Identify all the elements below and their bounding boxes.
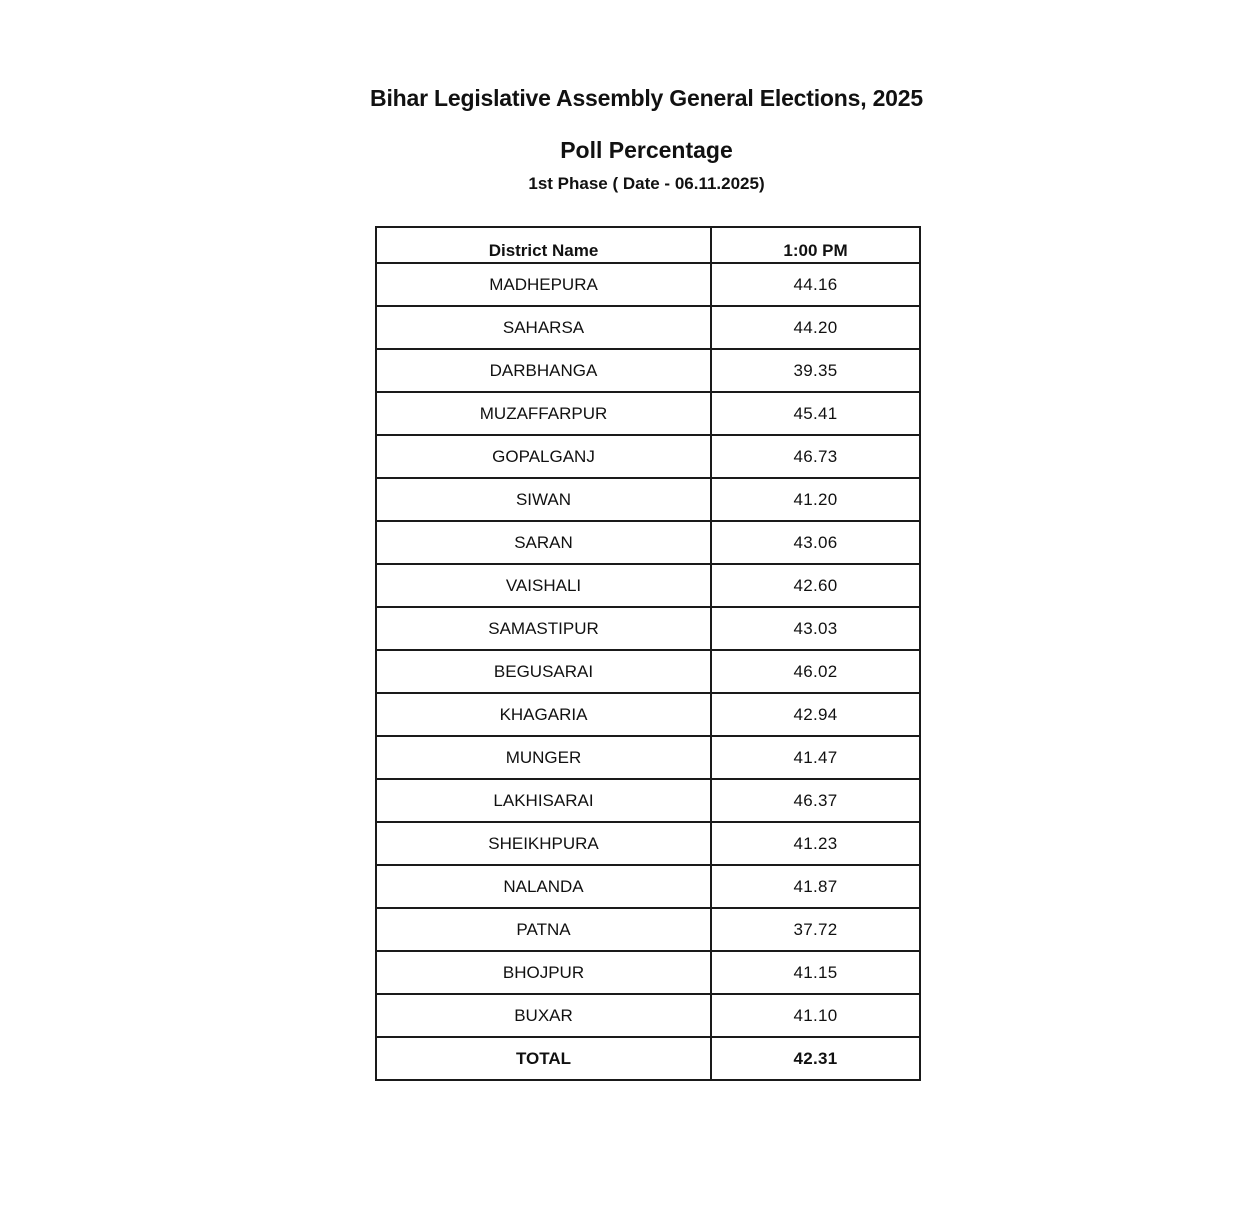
district-name: BHOJPUR — [376, 951, 711, 994]
poll-value: 46.73 — [711, 435, 920, 478]
district-name: KHAGARIA — [376, 693, 711, 736]
poll-value: 46.37 — [711, 779, 920, 822]
district-name: PATNA — [376, 908, 711, 951]
district-name: LAKHISARAI — [376, 779, 711, 822]
poll-value: 41.47 — [711, 736, 920, 779]
district-name: SHEIKHPURA — [376, 822, 711, 865]
poll-value: 37.72 — [711, 908, 920, 951]
poll-value: 41.10 — [711, 994, 920, 1037]
column-header-time: 1:00 PM — [711, 227, 920, 263]
district-name: MADHEPURA — [376, 263, 711, 306]
table-row — [376, 994, 920, 1037]
poll-value: 44.16 — [711, 263, 920, 306]
district-name: MUNGER — [376, 736, 711, 779]
total-label: TOTAL — [376, 1037, 711, 1080]
table-row — [376, 822, 920, 865]
district-name: BEGUSARAI — [376, 650, 711, 693]
total-value: 42.31 — [711, 1037, 920, 1080]
document-subtitle: Poll Percentage — [560, 137, 733, 163]
district-name: GOPALGANJ — [376, 435, 711, 478]
poll-value: 41.15 — [711, 951, 920, 994]
poll-value: 44.20 — [711, 306, 920, 349]
poll-value: 42.94 — [711, 693, 920, 736]
poll-value: 43.06 — [711, 521, 920, 564]
table-row — [376, 779, 920, 822]
district-name: BUXAR — [376, 994, 711, 1037]
total-row — [376, 1037, 920, 1080]
table-row — [376, 865, 920, 908]
district-name: SAHARSA — [376, 306, 711, 349]
table-row — [376, 478, 920, 521]
document-title: Bihar Legislative Assembly General Elections, 2025 — [370, 85, 923, 111]
table-row — [376, 908, 920, 951]
phase-date-label: 1st Phase ( Date - 06.11.2025) — [528, 174, 765, 193]
poll-value: 39.35 — [711, 349, 920, 392]
district-name: DARBHANGA — [376, 349, 711, 392]
table-row — [376, 392, 920, 435]
table-row — [376, 564, 920, 607]
district-name: SAMASTIPUR — [376, 607, 711, 650]
poll-value: 46.02 — [711, 650, 920, 693]
table-row — [376, 607, 920, 650]
poll-value: 41.20 — [711, 478, 920, 521]
table-row — [376, 650, 920, 693]
poll-value: 41.23 — [711, 822, 920, 865]
poll-value: 42.60 — [711, 564, 920, 607]
poll-value: 41.87 — [711, 865, 920, 908]
table-row — [376, 306, 920, 349]
poll-percentage-table — [375, 226, 921, 1081]
district-name: VAISHALI — [376, 564, 711, 607]
table-row — [376, 736, 920, 779]
table-row — [376, 263, 920, 306]
district-name: SIWAN — [376, 478, 711, 521]
district-name: MUZAFFARPUR — [376, 392, 711, 435]
table-row — [376, 435, 920, 478]
poll-value: 45.41 — [711, 392, 920, 435]
table-row — [376, 521, 920, 564]
table-row — [376, 693, 920, 736]
column-header-district: District Name — [376, 227, 711, 263]
poll-value: 43.03 — [711, 607, 920, 650]
table-row — [376, 951, 920, 994]
table-row — [376, 349, 920, 392]
district-name: NALANDA — [376, 865, 711, 908]
table-header-row — [376, 227, 920, 263]
district-name: SARAN — [376, 521, 711, 564]
